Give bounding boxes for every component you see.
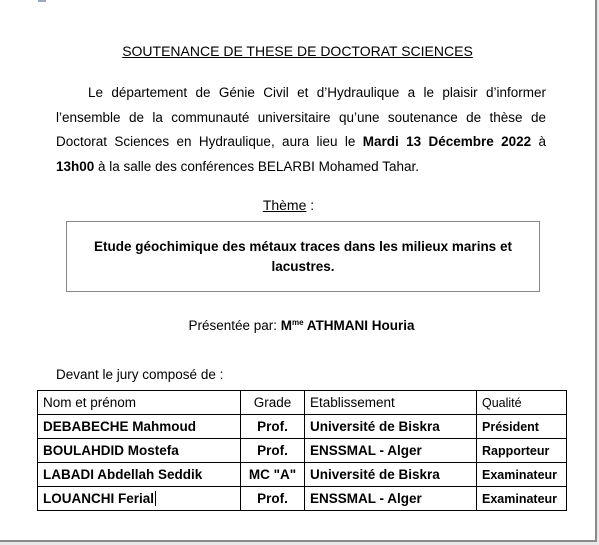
cell-grade: Prof. (241, 487, 305, 511)
presenter-title: M (280, 318, 292, 333)
cell-establishment: Université de Biskra (305, 463, 477, 487)
theme-text: Etude géochimique des métaux traces dans les milieux marins et lacustres. (94, 238, 512, 274)
intro-text-2: à (531, 134, 547, 149)
cell-name: DEBABECHE Mahmoud (38, 415, 241, 439)
jury-intro: Devant le jury composé de : (56, 367, 224, 382)
cell-name-with-caret[interactable] (38, 487, 241, 511)
presenter-title-sup: me (292, 318, 304, 327)
cell-quality: Président (477, 415, 567, 439)
cell-establishment: Université de Biskra (305, 415, 477, 439)
page-corner-mark (38, 0, 46, 2)
header-quality: Qualité (477, 391, 567, 415)
table-header-row (38, 391, 567, 415)
defense-time: 13h00 (56, 158, 95, 174)
cell-grade: Prof. (241, 415, 305, 439)
cell-grade: Prof. (241, 439, 305, 463)
theme-heading (0, 197, 577, 213)
cell-quality: Rapporteur (477, 439, 567, 463)
header-grade: Grade (241, 391, 305, 415)
cell-establishment: ENSSMAL - Alger (305, 487, 477, 511)
cell-name: LOUANCHI Ferial (43, 491, 155, 506)
header-establishment: Etablissement (305, 391, 477, 415)
cell-name: LABADI Abdellah Seddik (38, 463, 241, 487)
intro-text-3: à la salle des conférences BELARBI Mohamed Tahar. (94, 158, 419, 174)
table-row (38, 439, 567, 463)
intro-paragraph (56, 81, 546, 179)
cell-establishment: ENSSMAL - Alger (305, 439, 477, 463)
document-title: SOUTENANCE DE THESE DE DOCTORAT SCIENCES (122, 43, 473, 59)
defense-date: Mardi 13 Décembre 2022 (362, 134, 532, 149)
table-row (38, 415, 567, 439)
cell-quality: Examinateur (477, 487, 567, 511)
table-row (38, 487, 567, 511)
cell-grade: MC "A" (241, 463, 305, 487)
cell-name: BOULAHDID Mostefa (38, 439, 241, 463)
text-cursor (155, 491, 156, 506)
theme-colon: : (306, 197, 315, 213)
header-name: Nom et prénom (38, 391, 241, 415)
cell-quality: Examinateur (477, 463, 567, 487)
theme-label: Thème (262, 197, 307, 213)
presenter-prefix: Présentée par: (188, 318, 281, 333)
table-row (38, 463, 567, 487)
jury-table (37, 390, 567, 511)
presenter-name: ATHMANI Houria (303, 318, 415, 333)
presenter-line (0, 318, 599, 333)
theme-box (66, 221, 540, 292)
intro-text-1: Le département de Génie Civil et d’Hydraulique a le plaisir d’informer l’ensemble de la communauté universitaire qu’une soutenance de thèse de Doctorat Sciences en Hydraulique, aura lieu le (56, 85, 546, 149)
